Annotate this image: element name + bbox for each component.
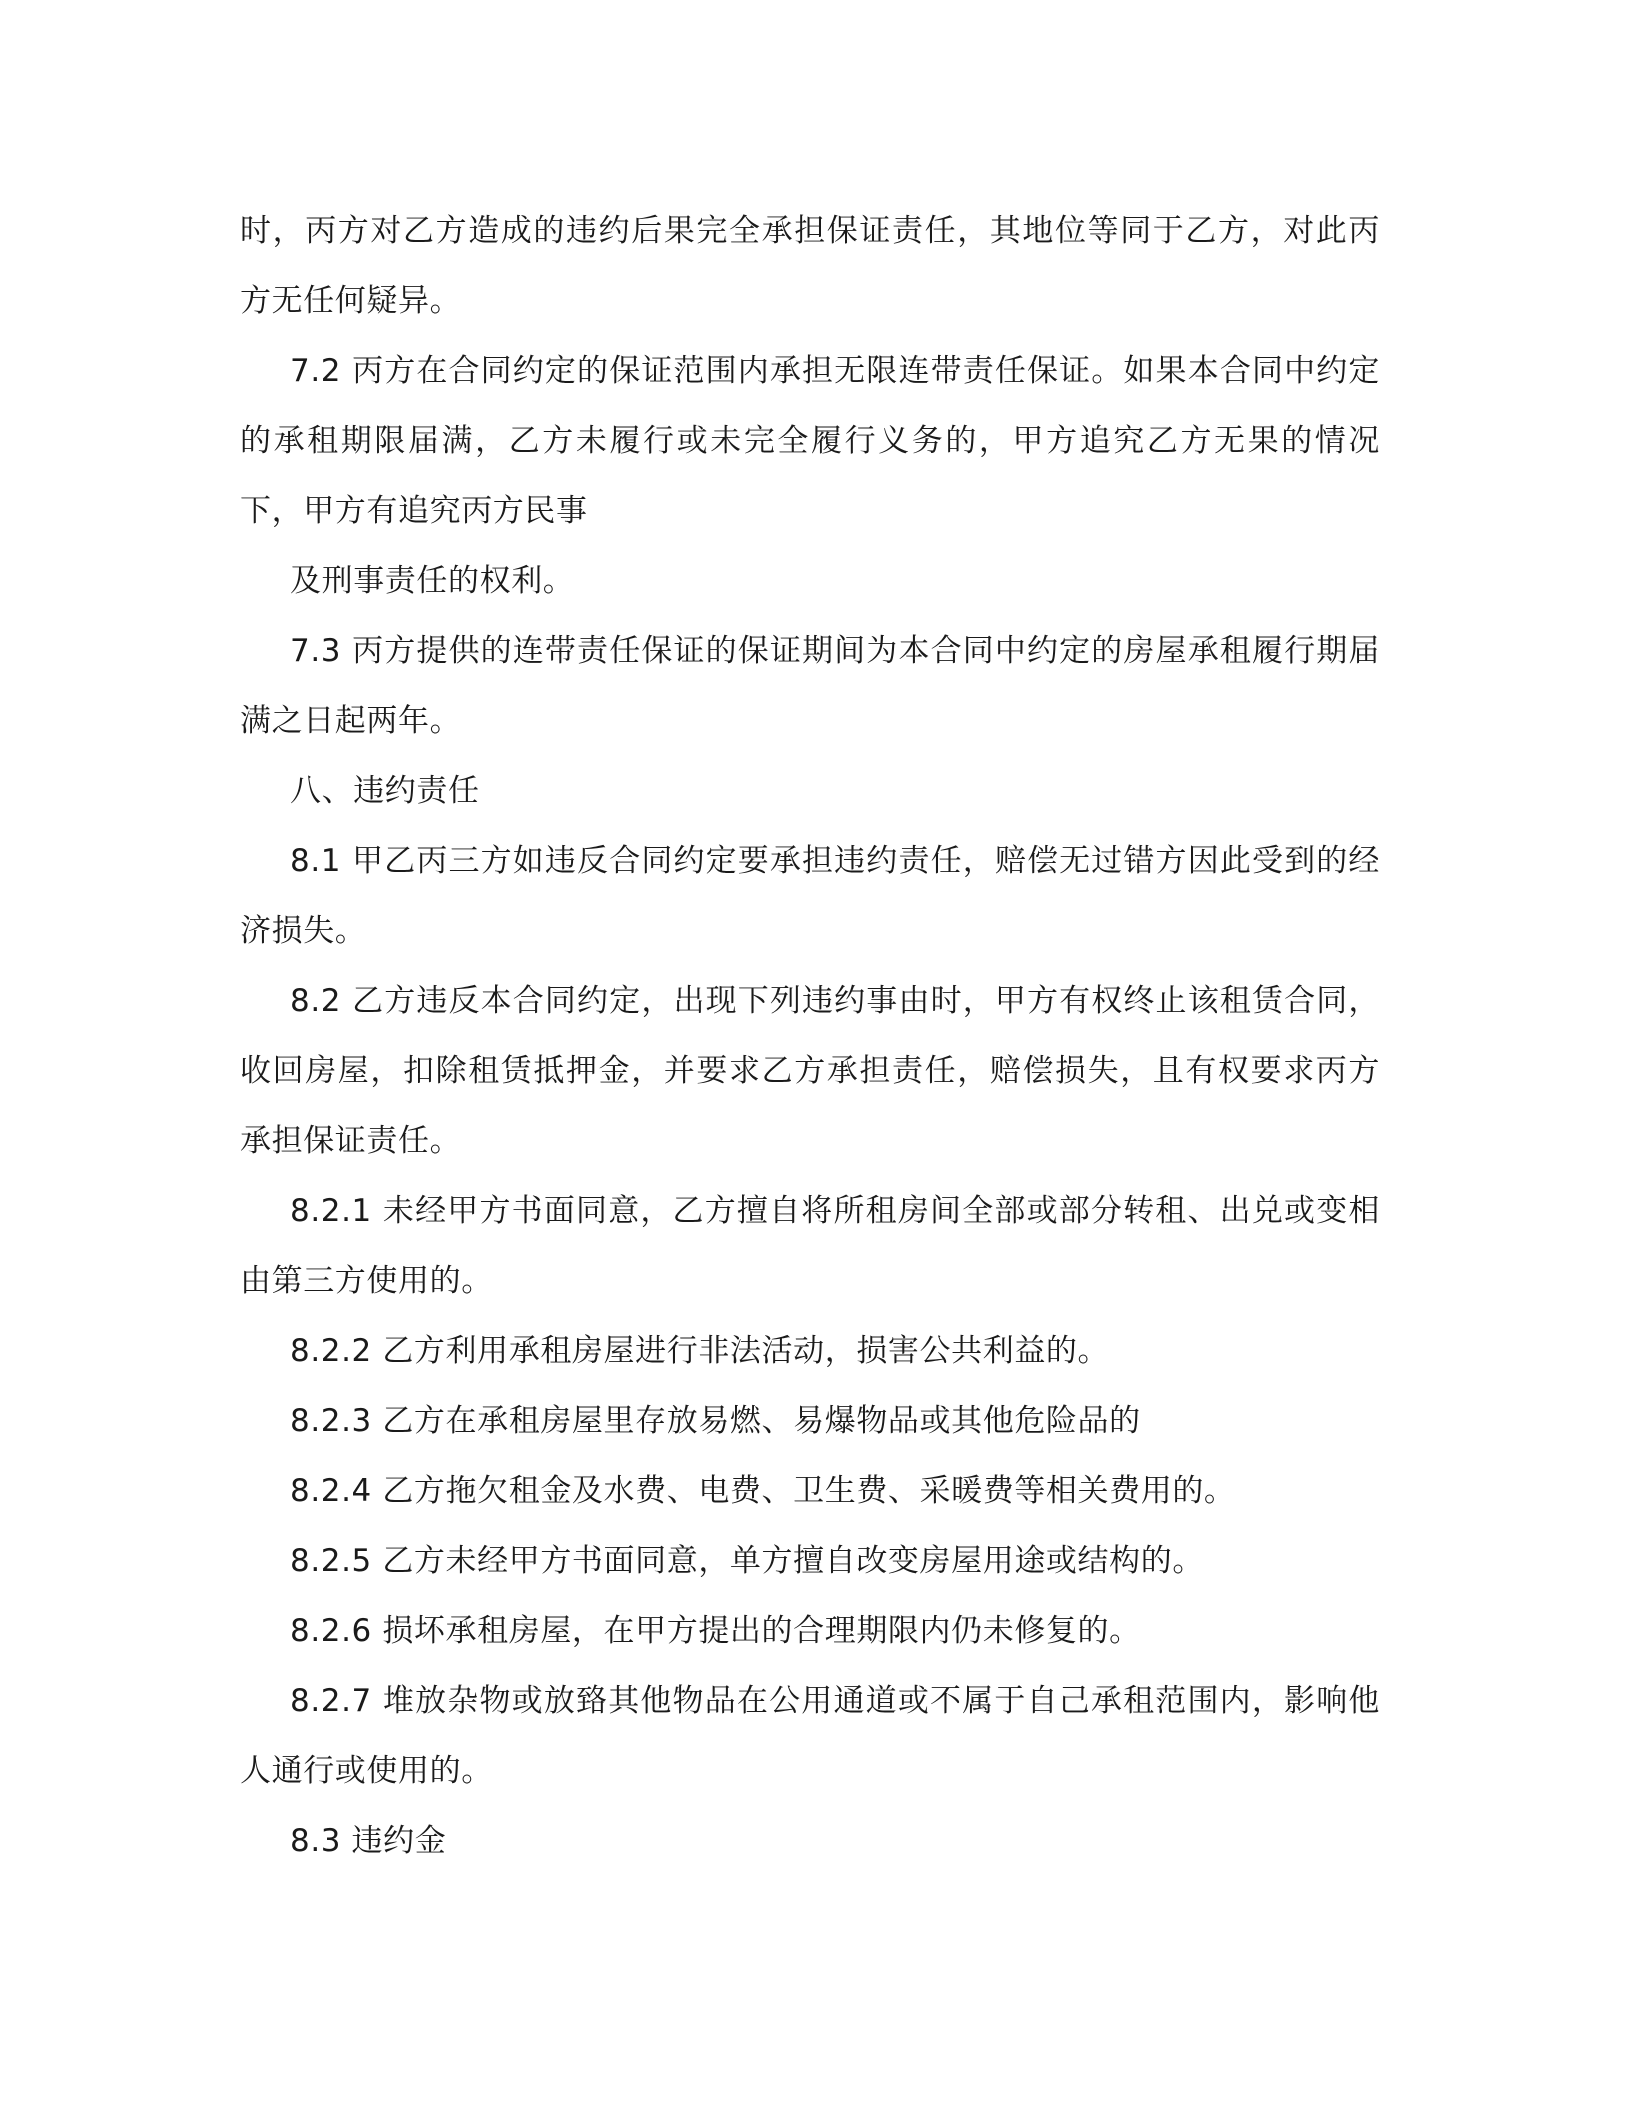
- text-line: 8.2 乙方违反本合同约定，出现下列违约事由时，甲方有权终止该租赁合同，: [290, 983, 1380, 1019]
- text-line: 收回房屋，扣除租赁抵押金，并要求乙方承担责任，赔偿损失，且有权要求丙方: [240, 1053, 1380, 1089]
- text-line: 8.1 甲乙丙三方如违反合同约定要承担违约责任，赔偿无过错方因此受到的经: [290, 843, 1380, 879]
- text-line: 时，丙方对乙方造成的违约后果完全承担保证责任，其地位等同于乙方，对此丙: [240, 213, 1380, 249]
- text-line: 8.2.5 乙方未经甲方书面同意，单方擅自改变房屋用途或结构的。: [290, 1543, 1204, 1579]
- text-line: 满之日起两年。: [240, 703, 462, 739]
- text-line: 及刑事责任的权利。: [290, 563, 575, 599]
- text-line: 人通行或使用的。: [240, 1753, 493, 1789]
- text-line: 7.2 丙方在合同约定的保证范围内承担无限连带责任保证。如果本合同中约定: [290, 353, 1380, 389]
- text-line: 下，甲方有追究丙方民事: [240, 493, 588, 529]
- text-line: 8.2.2 乙方利用承租房屋进行非法活动，损害公共利益的。: [290, 1333, 1110, 1369]
- text-line: 8.2.3 乙方在承租房屋里存放易燃、易爆物品或其他危险品的: [290, 1403, 1141, 1439]
- text-line: 8.2.1 未经甲方书面同意，乙方擅自将所租房间全部或部分转租、出兑或变相: [290, 1193, 1380, 1229]
- section-heading: 八、违约责任: [290, 773, 480, 809]
- text-line: 8.2.4 乙方拖欠租金及水费、电费、卫生费、采暖费等相关费用的。: [290, 1473, 1236, 1509]
- text-line: 8.3 违约金: [290, 1823, 447, 1859]
- contract-text-body: [240, 196, 1380, 1876]
- text-line: 承担保证责任。: [240, 1123, 462, 1159]
- text-line: 济损失。: [240, 913, 367, 949]
- text-line: 的承租期限届满，乙方未履行或未完全履行义务的，甲方追究乙方无果的情况: [240, 423, 1380, 459]
- text-line: 7.3 丙方提供的连带责任保证的保证期间为本合同中约定的房屋承租履行期届: [290, 633, 1380, 669]
- text-line: 8.2.6 损坏承租房屋，在甲方提出的合理期限内仍未修复的。: [290, 1613, 1141, 1649]
- text-line: 方无任何疑异。: [240, 283, 462, 319]
- text-line: 8.2.7 堆放杂物或放臵其他物品在公用通道或不属于自己承租范围内，影响他: [290, 1683, 1380, 1719]
- text-line: 由第三方使用的。: [240, 1263, 493, 1299]
